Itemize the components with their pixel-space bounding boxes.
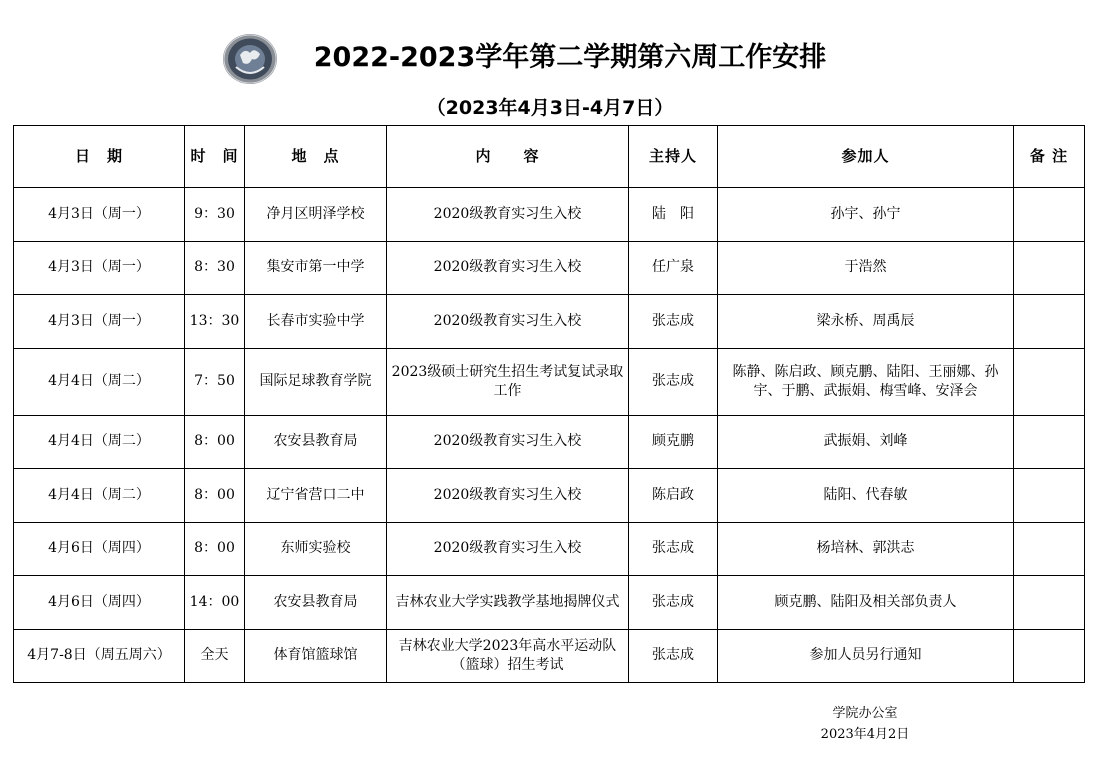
cell-date: 4月4日（周二） bbox=[14, 348, 185, 415]
cell-note bbox=[1014, 576, 1085, 630]
cell-content: 2020级教育实习生入校 bbox=[387, 522, 629, 576]
cell-host: 张志成 bbox=[629, 576, 718, 630]
cell-date: 4月3日（周一） bbox=[14, 188, 185, 242]
cell-participants: 陆阳、代春敏 bbox=[718, 469, 1014, 523]
cell-participants: 武振娟、刘峰 bbox=[718, 415, 1014, 469]
issuing-office: 学院办公室 bbox=[832, 706, 898, 721]
cell-date: 4月6日（周四） bbox=[14, 522, 185, 576]
cell-place: 长春市实验中学 bbox=[245, 295, 387, 349]
cell-note bbox=[1014, 522, 1085, 576]
cell-date: 4月6日（周四） bbox=[14, 576, 185, 630]
cell-time: 9：30 bbox=[185, 188, 245, 242]
cell-note bbox=[1014, 188, 1085, 242]
cell-note bbox=[1014, 469, 1085, 523]
cell-time: 13：30 bbox=[185, 295, 245, 349]
cell-place: 国际足球教育学院 bbox=[245, 348, 387, 415]
column-header-host: 主持人 bbox=[629, 126, 718, 188]
table-row bbox=[14, 469, 1085, 523]
table-row bbox=[14, 241, 1085, 295]
college-seal-logo bbox=[222, 33, 278, 85]
column-header-content: 内 容 bbox=[387, 126, 629, 188]
cell-participants: 参加人员另行通知 bbox=[718, 629, 1014, 683]
cell-note bbox=[1014, 295, 1085, 349]
cell-host: 张志成 bbox=[629, 522, 718, 576]
cell-place: 净月区明泽学校 bbox=[245, 188, 387, 242]
column-header-participants: 参加人 bbox=[718, 126, 1014, 188]
cell-place: 农安县教育局 bbox=[245, 415, 387, 469]
cell-host: 陆 阳 bbox=[629, 188, 718, 242]
date-range-subtitle: （2023年4月3日-4月7日） bbox=[426, 97, 674, 119]
table-row bbox=[14, 348, 1085, 415]
cell-host: 张志成 bbox=[629, 348, 718, 415]
cell-time: 8：00 bbox=[185, 415, 245, 469]
page-title: 2022-2023学年第二学期第六周工作安排 bbox=[313, 42, 827, 73]
table-row bbox=[14, 188, 1085, 242]
cell-content: 2020级教育实习生入校 bbox=[387, 469, 629, 523]
cell-host: 陈启政 bbox=[629, 469, 718, 523]
column-header-note: 备 注 bbox=[1014, 126, 1085, 188]
schedule-table bbox=[13, 125, 1085, 683]
cell-host: 任广泉 bbox=[629, 241, 718, 295]
cell-participants: 孙宇、孙宁 bbox=[718, 188, 1014, 242]
cell-participants: 顾克鹏、陆阳及相关部负责人 bbox=[718, 576, 1014, 630]
table-header-row bbox=[14, 126, 1085, 188]
table-row bbox=[14, 629, 1085, 683]
cell-place: 集安市第一中学 bbox=[245, 241, 387, 295]
cell-place: 体育馆篮球馆 bbox=[245, 629, 387, 683]
cell-date: 4月7-8日（周五周六） bbox=[14, 629, 185, 683]
cell-participants: 于浩然 bbox=[718, 241, 1014, 295]
cell-participants: 陈静、陈启政、顾克鹏、陆阳、王丽娜、孙宇、于鹏、武振娟、梅雪峰、安泽会 bbox=[718, 348, 1014, 415]
cell-content: 2023级硕士研究生招生考试复试录取工作 bbox=[387, 348, 629, 415]
cell-date: 4月3日（周一） bbox=[14, 295, 185, 349]
cell-participants: 杨培林、郭洪志 bbox=[718, 522, 1014, 576]
cell-note bbox=[1014, 241, 1085, 295]
column-header-date: 日 期 bbox=[14, 126, 185, 188]
cell-time: 8：00 bbox=[185, 469, 245, 523]
cell-host: 张志成 bbox=[629, 295, 718, 349]
cell-participants: 梁永桥、周禹辰 bbox=[718, 295, 1014, 349]
signature-block bbox=[790, 703, 940, 745]
column-header-time: 时 间 bbox=[185, 126, 245, 188]
issue-date: 2023年4月2日 bbox=[820, 727, 910, 742]
cell-content: 2020级教育实习生入校 bbox=[387, 295, 629, 349]
table-row bbox=[14, 295, 1085, 349]
cell-content: 吉林农业大学实践教学基地揭牌仪式 bbox=[387, 576, 629, 630]
cell-content: 2020级教育实习生入校 bbox=[387, 188, 629, 242]
cell-place: 农安县教育局 bbox=[245, 576, 387, 630]
cell-time: 7：50 bbox=[185, 348, 245, 415]
column-header-place: 地 点 bbox=[245, 126, 387, 188]
cell-time: 14：00 bbox=[185, 576, 245, 630]
cell-time: 全天 bbox=[185, 629, 245, 683]
table-row bbox=[14, 522, 1085, 576]
cell-host: 张志成 bbox=[629, 629, 718, 683]
cell-date: 4月4日（周二） bbox=[14, 415, 185, 469]
cell-note bbox=[1014, 629, 1085, 683]
table-row bbox=[14, 576, 1085, 630]
cell-place: 东师实验校 bbox=[245, 522, 387, 576]
cell-date: 4月3日（周一） bbox=[14, 241, 185, 295]
cell-note bbox=[1014, 415, 1085, 469]
cell-host: 顾克鹏 bbox=[629, 415, 718, 469]
cell-content: 2020级教育实习生入校 bbox=[387, 241, 629, 295]
cell-time: 8：30 bbox=[185, 241, 245, 295]
cell-time: 8：00 bbox=[185, 522, 245, 576]
table-row bbox=[14, 415, 1085, 469]
cell-content: 吉林农业大学2023年高水平运动队（篮球）招生考试 bbox=[387, 629, 629, 683]
cell-content: 2020级教育实习生入校 bbox=[387, 415, 629, 469]
cell-place: 辽宁省营口二中 bbox=[245, 469, 387, 523]
cell-note bbox=[1014, 348, 1085, 415]
cell-date: 4月4日（周二） bbox=[14, 469, 185, 523]
